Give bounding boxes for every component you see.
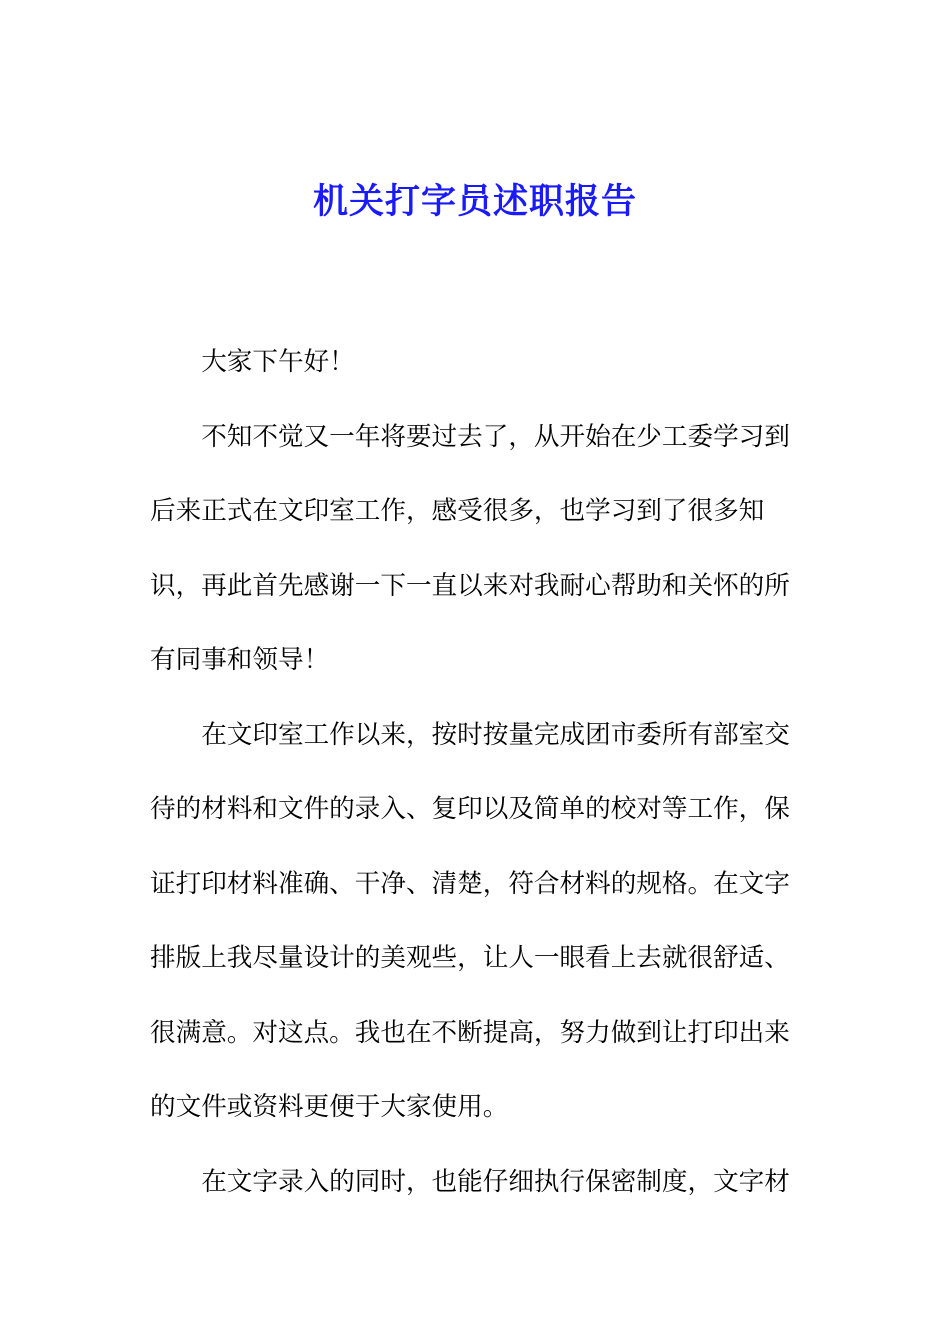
text-line: 待的材料和文件的录入、复印以及简单的校对等工作，保 (150, 794, 790, 824)
text-line: 识，再此首先感谢一下一直以来对我耐心帮助和关怀的所 (150, 570, 790, 601)
paragraph-greeting (150, 325, 800, 400)
document-body (150, 325, 800, 1219)
text-line: 大家下午好！ (201, 347, 355, 377)
text-line: 有同事和领导！ (150, 645, 330, 675)
paragraph-work (150, 698, 800, 1145)
text-line: 很满意。对这点。我也在不断提高，努力做到让打印出来 (150, 1017, 790, 1048)
text-line: 排版上我尽量设计的美观些，让人一眼看上去就很舒适、 (150, 943, 790, 973)
text-line: 不知不觉又一年将要过去了，从开始在少工委学习到 (201, 421, 790, 452)
paragraph-intro (150, 400, 800, 698)
text-line: 在文字录入的同时，也能仔细执行保密制度，文字材 (201, 1166, 790, 1197)
text-line: 证打印材料准确、干净、清楚，符合材料的规格。在文字 (150, 868, 790, 899)
text-line: 的文件或资料更便于大家使用。 (150, 1092, 509, 1122)
text-line: 后来正式在文印室工作，感受很多，也学习到了很多知 (150, 496, 765, 526)
text-line: 在文印室工作以来，按时按量完成团市委所有部室交 (201, 719, 790, 750)
paragraph-confidentiality (150, 1145, 800, 1220)
document-title: 机关打字员述职报告 (312, 181, 637, 222)
